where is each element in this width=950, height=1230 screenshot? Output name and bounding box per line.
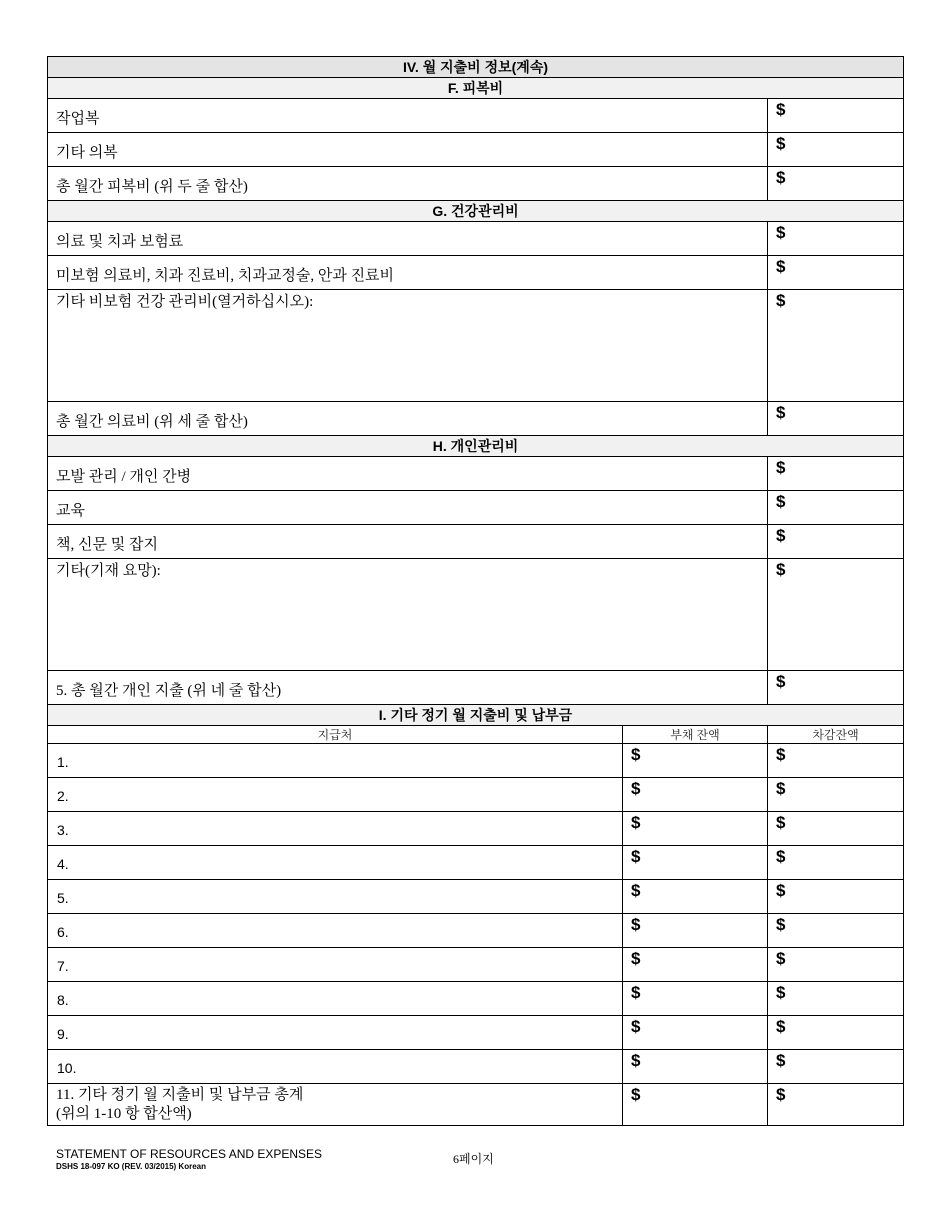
deduction-field[interactable]: $ (768, 1050, 904, 1084)
other-row-total (48, 1084, 904, 1126)
health-row-insurance (48, 222, 904, 256)
row-label: 총 월간 피복비 (위 두 줄 합산) (48, 167, 768, 201)
health-header: G. 건강관리비 (48, 201, 904, 222)
deduction-field[interactable]: $ (768, 948, 904, 982)
expense-form-table (47, 56, 904, 1126)
other-row (48, 982, 904, 1016)
amount-field[interactable]: $ (768, 290, 904, 402)
amount-field[interactable]: $ (768, 457, 904, 491)
deduction-field[interactable]: $ (768, 846, 904, 880)
other-row (48, 744, 904, 778)
amount-field[interactable]: $ (768, 99, 904, 133)
footer-title: STATEMENT OF RESOURCES AND EXPENSES (56, 1147, 323, 1161)
col-payee: 지급처 (48, 726, 623, 744)
other-row (48, 778, 904, 812)
amount-field[interactable]: $ (768, 559, 904, 671)
health-row-other (48, 290, 904, 402)
clothing-header: F. 피복비 (48, 78, 904, 99)
payee-field[interactable]: 2. (48, 778, 623, 812)
page-number: 6페이지 (453, 1152, 494, 1166)
personal-header: H. 개인관리비 (48, 436, 904, 457)
row-label: 교육 (48, 491, 768, 525)
clothing-row-work (48, 99, 904, 133)
clothing-row-other (48, 133, 904, 167)
balance-field[interactable]: $ (623, 1016, 768, 1050)
section-title: IV. 월 지출비 정보(계속) (48, 57, 904, 78)
total-label-line2: (위의 1-10 항 합산액) (56, 1106, 192, 1122)
amount-field[interactable]: $ (768, 402, 904, 436)
other-row (48, 948, 904, 982)
payee-field[interactable]: 9. (48, 1016, 623, 1050)
other-row (48, 1016, 904, 1050)
other-row (48, 1050, 904, 1084)
col-deduction: 차감잔액 (768, 726, 904, 744)
deduction-field[interactable]: $ (768, 744, 904, 778)
personal-row-total (48, 671, 904, 705)
total-label-line1: 11. 기타 정기 월 지출비 및 납부금 총계 (56, 1087, 304, 1103)
health-row-total (48, 402, 904, 436)
balance-field[interactable]: $ (623, 948, 768, 982)
footer-form-id: DSHS 18-097 KO (REV. 03/2015) Korean (56, 1162, 206, 1171)
payee-field[interactable]: 8. (48, 982, 623, 1016)
payee-field[interactable]: 4. (48, 846, 623, 880)
deduction-field[interactable]: $ (768, 880, 904, 914)
other-row (48, 880, 904, 914)
row-label: 책, 신문 및 잡지 (48, 525, 768, 559)
other-row (48, 846, 904, 880)
amount-field[interactable]: $ (768, 525, 904, 559)
payee-field[interactable]: 6. (48, 914, 623, 948)
row-label: 기타 의복 (48, 133, 768, 167)
balance-field[interactable]: $ (623, 914, 768, 948)
row-label: 총 월간 의료비 (위 세 줄 합산) (48, 402, 768, 436)
deduction-field[interactable]: $ (768, 914, 904, 948)
amount-field[interactable]: $ (768, 133, 904, 167)
balance-field[interactable]: $ (623, 982, 768, 1016)
row-label: 5. 총 월간 개인 지출 (위 네 줄 합산) (48, 671, 768, 705)
payee-field[interactable]: 3. (48, 812, 623, 846)
row-label: 작업복 (48, 99, 768, 133)
other-header: I. 기타 정기 월 지출비 및 납부금 (48, 705, 904, 726)
personal-row-other (48, 559, 904, 671)
amount-field[interactable]: $ (768, 256, 904, 290)
personal-row-books (48, 525, 904, 559)
personal-row-hair (48, 457, 904, 491)
deduction-field[interactable]: $ (768, 812, 904, 846)
footer (56, 1147, 322, 1171)
row-label: 기타(기재 요망): (48, 559, 768, 671)
total-label (48, 1084, 623, 1126)
balance-field[interactable]: $ (623, 846, 768, 880)
deduction-field[interactable]: $ (768, 1084, 904, 1126)
amount-field[interactable]: $ (768, 167, 904, 201)
row-label: 의료 및 치과 보험료 (48, 222, 768, 256)
other-column-headers (48, 726, 904, 744)
balance-field[interactable]: $ (623, 778, 768, 812)
personal-row-education (48, 491, 904, 525)
balance-field[interactable]: $ (623, 880, 768, 914)
deduction-field[interactable]: $ (768, 1016, 904, 1050)
health-row-uninsured (48, 256, 904, 290)
amount-field[interactable]: $ (768, 222, 904, 256)
balance-field[interactable]: $ (623, 1084, 768, 1126)
balance-field[interactable]: $ (623, 1050, 768, 1084)
amount-field[interactable]: $ (768, 491, 904, 525)
payee-field[interactable]: 7. (48, 948, 623, 982)
other-row (48, 812, 904, 846)
payee-field[interactable]: 1. (48, 744, 623, 778)
row-label: 기타 비보험 건강 관리비(열거하십시오): (48, 290, 768, 402)
deduction-field[interactable]: $ (768, 982, 904, 1016)
payee-field[interactable]: 5. (48, 880, 623, 914)
row-label: 미보험 의료비, 치과 진료비, 치과교정술, 안과 진료비 (48, 256, 768, 290)
amount-field[interactable]: $ (768, 671, 904, 705)
deduction-field[interactable]: $ (768, 778, 904, 812)
clothing-row-total (48, 167, 904, 201)
payee-field[interactable]: 10. (48, 1050, 623, 1084)
col-balance: 부채 잔액 (623, 726, 768, 744)
balance-field[interactable]: $ (623, 744, 768, 778)
other-row (48, 914, 904, 948)
row-label: 모발 관리 / 개인 간병 (48, 457, 768, 491)
balance-field[interactable]: $ (623, 812, 768, 846)
